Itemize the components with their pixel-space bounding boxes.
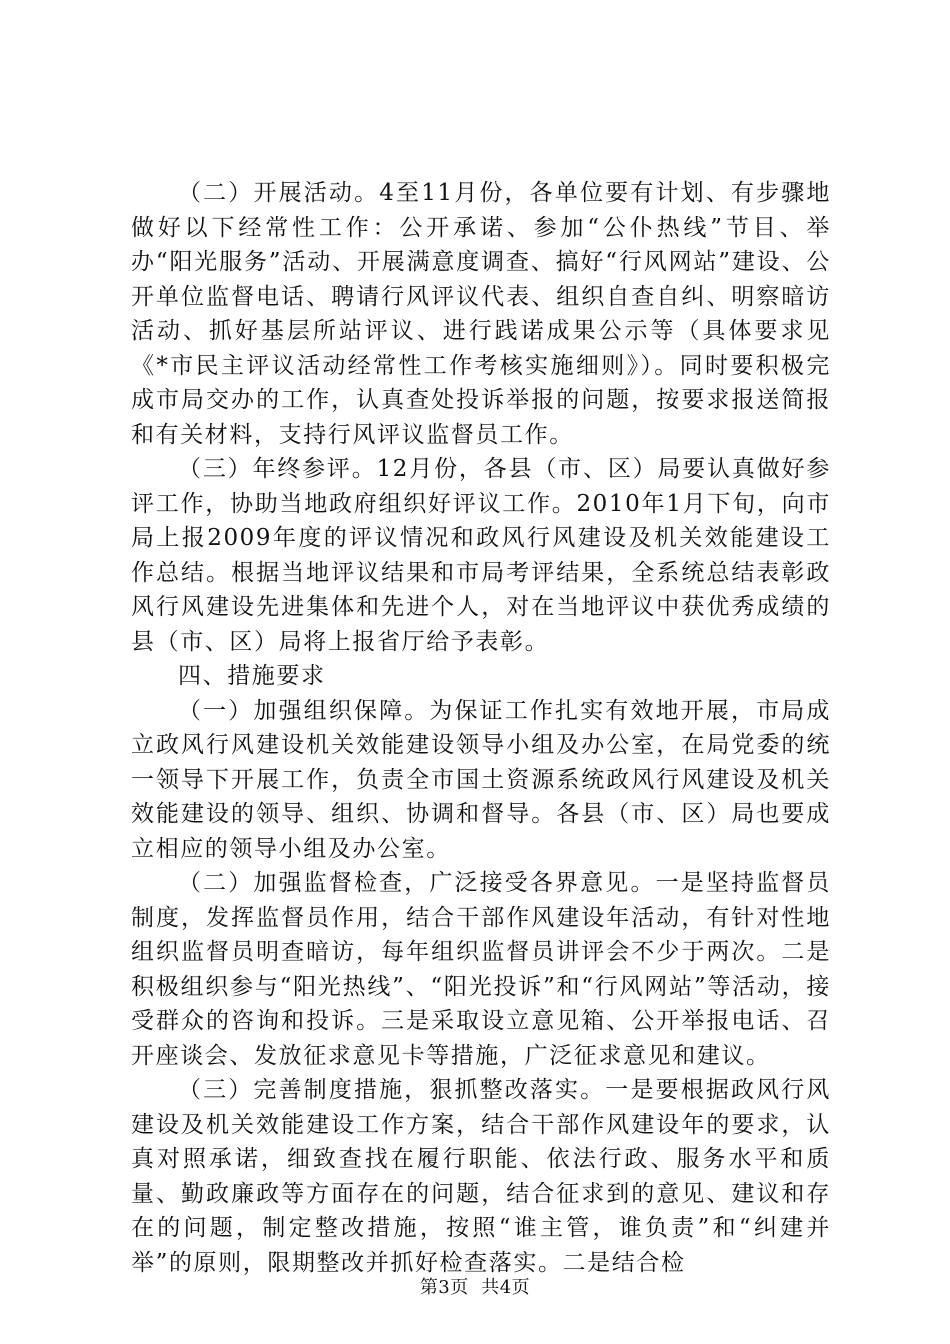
paragraph-supervision: （二）加强监督检查，广泛接受各界意见。一是坚持监督员制度，发挥监督员作用，结合干部作风建设年活动，有针对性地组织监督员明查暗访，每年组织监督员讲评会不少于两次。二是积极组织参与“阳光热线”、“阳光投诉”和“行风网站”等活动，接受群众的咨询和投诉。三是采取设立意见箱、公开举报电话、召开座谈会、发放征求意见卡等措施，广泛征求意见和建议。: [131, 870, 831, 1069]
paragraph-rectification: （三）完善制度措施，狠抓整改落实。一是要根据政风行风建设及机关效能建设工作方案，结合干部作风建设年的要求，认真对照承诺，细致查找在履行职能、依法行政、服务水平和质量、勤政廉政等方面存在的问题，结合征求到的意见、建议和存在的问题，制定整改措施，按照“谁主管，谁负责”和“纠建并举”的原则，限期整改并抓好检查落实。二是结合检: [131, 1077, 831, 1276]
section-heading-measures: 四、措施要求: [178, 663, 326, 689]
document-body: [131, 176, 831, 1280]
paragraph-activities: （二）开展活动。4至11月份，各单位要有计划、有步骤地做好以下经常性工作：公开承诺、参加“公仆热线”节目、举办“阳光服务”活动、开展满意度调查、搞好“行风网站”建设、公开单位监督电话、聘请行风评议代表、组织自查自纠、明察暗访活动、抓好基层所站评议、进行践诺成果公示等（具体要求见《*市民主评议活动经常性工作考核实施细则》）。同时要积极完成市局交办的工作，认真查处投诉举报的问题，按要求报送简报和有关材料，支持行风评议监督员工作。: [131, 180, 831, 448]
paragraph-year-end-review: （三）年终参评。12月份，各县（市、区）局要认真做好参评工作，协助当地政府组织好评议工作。2010年1月下旬，向市局上报2009年度的评议情况和政风行风建设及机关效能建设工作总结。根据当地评议结果和市局考评结果，全系统总结表彰政风行风建设先进集体和先进个人，对在当地评议中获优秀成绩的县（市、区）局将上报省厅给予表彰。: [131, 456, 831, 655]
paragraph-organization: （一）加强组织保障。为保证工作扎实有效地开展，市局成立政风行风建设机关效能建设领导小组及办公室，在局党委的统一领导下开展工作，负责全市国土资源系统政风行风建设及机关效能建设的领导、组织、协调和督导。各县（市、区）局也要成立相应的领导小组及办公室。: [131, 697, 831, 862]
page-footer: [0, 1273, 950, 1299]
page-number: 第3页 共4页: [419, 1277, 531, 1298]
